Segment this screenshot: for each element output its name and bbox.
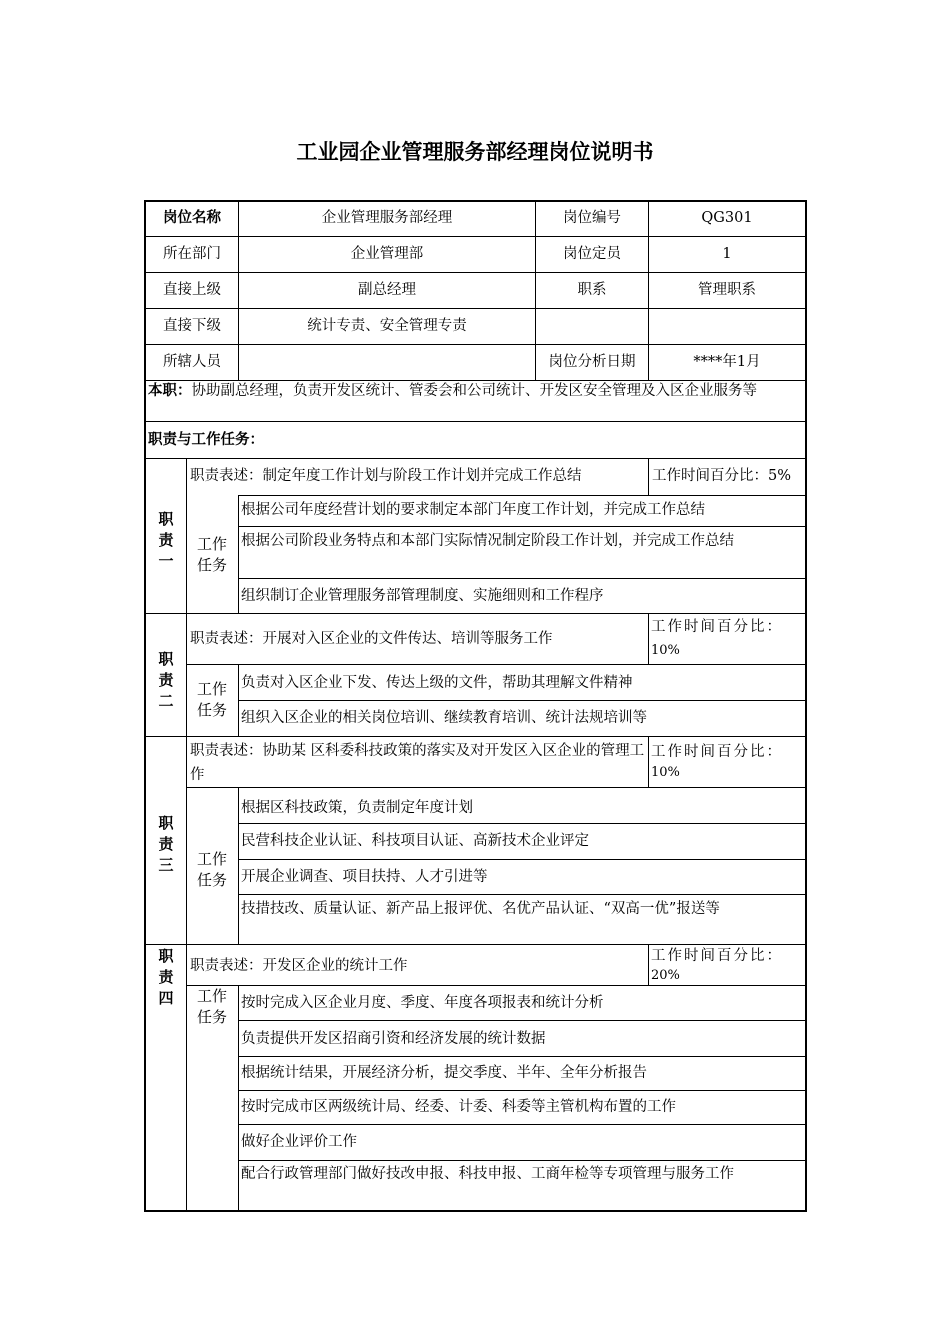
duty-2-statement: 职责表述：开展对入区企业的文件传达、培训等服务工作: [190, 631, 553, 647]
position-name-value: 企业管理服务部经理: [321, 210, 453, 226]
position-code-label: 岗位编号: [563, 210, 621, 226]
page-title: 工业园企业管理服务部经理岗位说明书: [296, 140, 654, 164]
duty-2-task-2: 组织入区企业的相关岗位培训、继续教育培训、统计法规培训等: [241, 710, 647, 726]
superior-label: 直接上级: [163, 282, 221, 298]
duty-4-statement: 职责表述：开发区企业的统计工作: [190, 958, 408, 974]
staff-label: 所辖人员: [163, 354, 221, 370]
duty-3-statement: 职责表述：协助某 区科委科技政策的落实及对开发区入区企业的管理工作: [190, 743, 645, 783]
headcount-value: 1: [722, 246, 732, 262]
duty-3-time-value: 10%: [651, 765, 680, 780]
department-value: 企业管理部: [350, 246, 424, 262]
duty-4-task-1: 按时完成入区企业月度、季度、年度各项报表和统计分析: [241, 995, 604, 1011]
duty-4-time-value: 20%: [651, 968, 680, 983]
duty-3-task-1: 根据区科技政策，负责制定年度计划: [241, 800, 473, 816]
duty-2-time-value: 10%: [651, 643, 680, 658]
main-duty-text: 协助副总经理，负责开发区统计、管委会和公司统计、开发区安全管理及入区企业服务等: [191, 383, 757, 399]
duty-3-task-label: 工作任务: [196, 850, 227, 889]
duty-1-task-1: 根据公司年度经营计划的要求制定本部门年度工作计划，并完成工作总结: [241, 502, 705, 518]
duty-1-name: 职责一: [158, 510, 174, 570]
position-code-value: QG301: [701, 210, 753, 226]
headcount-label: 岗位定员: [563, 246, 621, 262]
department-label: 所在部门: [163, 246, 221, 262]
duty-1-time: 工作时间百分比：5%: [652, 468, 792, 484]
duty-3-task-2: 民营科技企业认证、科技项目认证、高新技术企业评定: [241, 833, 589, 849]
superior-value: 副总经理: [358, 282, 416, 298]
subordinate-label: 直接下级: [163, 318, 221, 334]
duty-4-task-2: 负责提供开发区招商引资和经济发展的统计数据: [241, 1031, 546, 1047]
duty-4-task-label: 工作任务: [196, 987, 227, 1026]
analysis-date-label: 岗位分析日期: [548, 354, 636, 370]
duty-4-name: 职责四: [158, 947, 174, 1007]
duty-3-time-label: 工作时间百分比：: [651, 744, 783, 760]
duty-4-task-3: 根据统计结果，开展经济分析，提交季度、半年、全年分析报告: [241, 1065, 647, 1081]
subordinate-value: 统计专责、安全管理专责: [307, 318, 467, 334]
job-series-value: 管理职系: [698, 282, 756, 298]
duty-1-task-label: 工作任务: [196, 535, 227, 574]
duty-2-time-label: 工作时间百分比：: [651, 619, 783, 635]
duty-3-task-3: 开展企业调查、项目扶持、人才引进等: [241, 869, 488, 885]
duty-2-task-label: 工作任务: [196, 680, 227, 719]
job-series-label: 职系: [577, 282, 607, 298]
duty-4-task-5: 做好企业评价工作: [241, 1134, 357, 1150]
duty-2-name: 职责二: [158, 650, 174, 710]
position-name-label: 岗位名称: [163, 210, 221, 226]
duty-2-task-1: 负责对入区企业下发、传达上级的文件，帮助其理解文件精神: [241, 675, 633, 691]
analysis-date-value: ****年1月: [693, 354, 761, 370]
duty-1-task-3: 组织制订企业管理服务部管理制度、实施细则和工作程序: [241, 588, 604, 604]
duty-1-task-2: 根据公司阶段业务特点和本部门实际情况制定阶段工作计划，并完成工作总结: [241, 533, 734, 549]
duties-heading: 职责与工作任务：: [148, 432, 264, 448]
duty-4-task-6: 配合行政管理部门做好技改申报、科技申报、工商年检等专项管理与服务工作: [241, 1166, 734, 1182]
main-duty-label: 本职：: [148, 383, 192, 399]
duty-3-name: 职责三: [158, 814, 174, 874]
main-duty: [148, 382, 804, 400]
duty-1-statement: 职责表述：制定年度工作计划与阶段工作计划并完成工作总结: [190, 468, 582, 484]
duty-3-task-4: 技措技改、质量认证、新产品上报评优、名优产品认证、“双高一优”报送等: [241, 901, 720, 917]
duty-4-task-4: 按时完成市区两级统计局、经委、计委、科委等主管机构布置的工作: [241, 1099, 676, 1115]
duty-4-time-label: 工作时间百分比：: [651, 948, 783, 964]
